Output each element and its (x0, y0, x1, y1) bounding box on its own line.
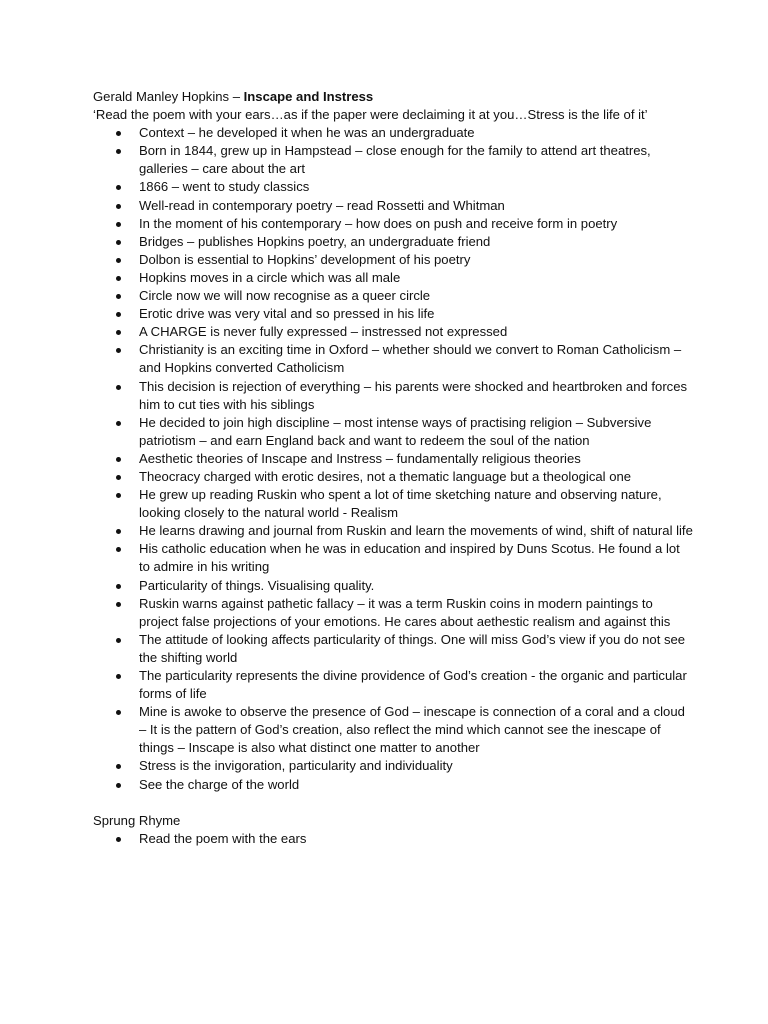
document-title (93, 88, 693, 106)
list-item-text: His catholic education when he was in education and inspired by Duns Scotus. He found a lot to admire in his writing (139, 541, 680, 575)
list-item (93, 414, 693, 450)
bullet-icon (116, 348, 121, 353)
bullet-icon (116, 710, 121, 715)
list-item-text: This decision is rejection of everything – his parents were shocked and heartbroken and forces him to cut ties with his siblings (139, 378, 688, 412)
bullet-icon (116, 674, 121, 679)
list-item (93, 486, 693, 522)
list-item-text: The attitude of looking affects particularity of things. One will miss God’s view if you do not see the shifting world (139, 631, 686, 665)
list-item (93, 378, 693, 414)
list-item-text: Aesthetic theories of Inscape and Instress – fundamentally religious theories (139, 450, 581, 466)
list-item-text: In the moment of his contemporary – how does on push and receive form in poetry (139, 215, 618, 231)
sprung-rhyme-bullet-list (93, 830, 693, 848)
bullet-icon (116, 475, 121, 480)
list-item-text: Context – he developed it when he was an undergraduate (139, 125, 475, 141)
bullet-icon (116, 312, 121, 317)
list-item (93, 341, 693, 377)
bullet-icon (116, 584, 121, 589)
list-item (93, 540, 693, 576)
section-title-sprung-rhyme: Sprung Rhyme (93, 812, 181, 828)
list-item-text: He learns drawing and journal from Ruskin and learn the movements of wind, shift of natural life (139, 523, 693, 539)
bullet-icon (116, 837, 121, 842)
list-item (93, 667, 693, 703)
title-author: Gerald Manley Hopkins – (93, 89, 244, 104)
bullet-icon (116, 421, 121, 426)
list-item (93, 703, 693, 757)
bullet-icon (116, 547, 121, 552)
list-item (93, 142, 693, 178)
list-item (93, 197, 693, 215)
list-item-text: See the charge of the world (139, 776, 300, 792)
list-item (93, 124, 693, 142)
list-item-text: Well-read in contemporary poetry – read Rossetti and Whitman (139, 197, 505, 213)
list-item-text: A CHARGE is never fully expressed – instressed not expressed (139, 324, 508, 340)
list-item-text: Bridges – publishes Hopkins poetry, an undergraduate friend (139, 233, 491, 249)
bullet-icon (116, 294, 121, 299)
bullet-icon (116, 204, 121, 209)
bullet-icon (116, 149, 121, 154)
list-item (93, 776, 693, 794)
bullet-icon (116, 529, 121, 534)
list-item (93, 233, 693, 251)
list-item-text: Dolbon is essential to Hopkins’ development of his poetry (139, 251, 471, 267)
list-item-text: He decided to join high discipline – most intense ways of practising religion – Subversive patriotism – and earn England back and want to redeem the soul of the nation (139, 414, 652, 448)
list-item (93, 178, 693, 196)
list-item (93, 757, 693, 775)
bullet-icon (116, 185, 121, 190)
bullet-icon (116, 276, 121, 281)
list-item (93, 595, 693, 631)
bullet-icon (116, 330, 121, 335)
list-item-text: Circle now we will now recognise as a queer circle (139, 288, 431, 304)
list-item (93, 468, 693, 486)
list-item (93, 305, 693, 323)
list-item (93, 522, 693, 540)
section-spacer (93, 794, 693, 812)
list-item (93, 323, 693, 341)
list-item-text: Particularity of things. Visualising quality. (139, 577, 375, 593)
list-item-text: Christianity is an exciting time in Oxford – whether should we convert to Roman Catholicism – and Hopkins converted Catholicism (139, 342, 682, 376)
bullet-icon (116, 783, 121, 788)
bullet-icon (116, 131, 121, 136)
list-item (93, 577, 693, 595)
main-bullet-list (93, 124, 693, 793)
list-item-text: Theocracy charged with erotic desires, not a thematic language but a theological one (139, 468, 632, 484)
list-item (93, 450, 693, 468)
list-item-text: Hopkins moves in a circle which was all male (139, 269, 401, 285)
bullet-icon (116, 457, 121, 462)
list-item (93, 287, 693, 305)
opening-quote: ‘Read the poem with your ears…as if the paper were declaiming it at you…Stress is the life of it’ (93, 107, 648, 123)
list-item-text: The particularity represents the divine providence of God’s creation - the organic and particular forms of life (139, 668, 687, 702)
bullet-icon (116, 493, 121, 498)
list-item (93, 269, 693, 287)
bullet-icon (116, 385, 121, 390)
bullet-icon (116, 240, 121, 245)
list-item-text: 1866 – went to study classics (139, 179, 310, 195)
list-item-text: Born in 1844, grew up in Hampstead – close enough for the family to attend art theatres, galleries – care about the art (139, 143, 651, 177)
bullet-icon (116, 222, 121, 227)
list-item (93, 631, 693, 667)
bullet-icon (116, 602, 121, 607)
list-item-text: He grew up reading Ruskin who spent a lot of time sketching nature and observing nature, looking closely to the natural world - Realism (139, 487, 662, 521)
list-item (93, 830, 693, 848)
bullet-icon (116, 764, 121, 769)
bullet-icon (116, 258, 121, 263)
list-item-text: Read the poem with the ears (139, 830, 307, 846)
title-topic: Inscape and Instress (243, 89, 374, 104)
list-item-text: Ruskin warns against pathetic fallacy – it was a term Ruskin coins in modern paintings to project false projections of your emotions. He cares about aethestic realism and against this (139, 595, 671, 629)
list-item-text: Mine is awoke to observe the presence of God – inescape is connection of a coral and a cloud – It is the pattern of God’s creation, also reflect the mind which cannot see the inescape of things – Inscape is also what distinct one matter to another (139, 704, 685, 756)
list-item-text: Erotic drive was very vital and so pressed in his life (139, 306, 435, 322)
bullet-icon (116, 638, 121, 643)
document-page (93, 88, 693, 848)
list-item (93, 215, 693, 233)
list-item (93, 251, 693, 269)
list-item-text: Stress is the invigoration, particularity and individuality (139, 758, 453, 774)
